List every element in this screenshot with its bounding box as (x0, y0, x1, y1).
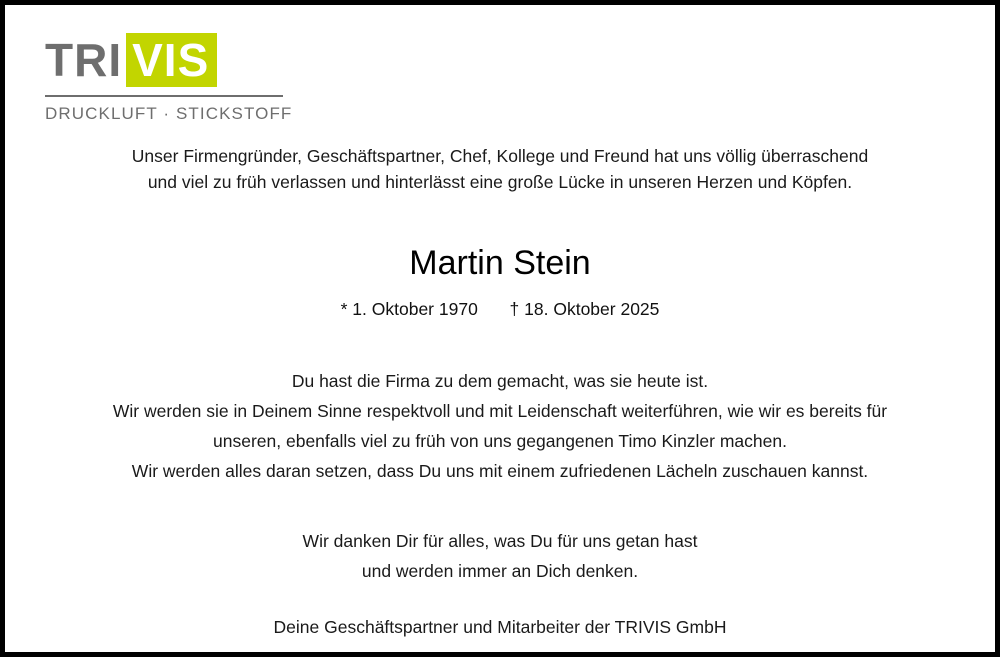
birth-symbol: * (340, 299, 348, 319)
intro-line: Unser Firmengründer, Geschäftspartner, Chef, Kollege und Freund hat uns völlig überraschend (131, 146, 869, 166)
logo-word-first: TRI (45, 34, 123, 86)
obituary-inner-frame (5, 5, 995, 652)
tribute-line: Wir werden sie in Deinem Sinne respektvoll und mit Leidenschaft weiterführen, wie wir es bereits für (112, 401, 888, 421)
logo-tagline: DRUCKLUFT · STICKSTOFF (45, 104, 293, 123)
intro-text (35, 143, 965, 195)
logo-divider (45, 95, 283, 97)
death-symbol: † (509, 299, 520, 319)
thanks-text (35, 526, 965, 586)
obituary-content (35, 143, 965, 640)
tribute-line: Wir werden alles daran setzen, dass Du uns mit einem zufriedenen Lächeln zuschauen kannst. (131, 461, 869, 481)
tribute-text (35, 366, 965, 486)
signature-text: Deine Geschäftspartner und Mitarbeiter der TRIVIS GmbH (273, 617, 727, 637)
life-dates (35, 299, 965, 320)
intro-line: und viel zu früh verlassen und hinterlässt eine große Lücke in unseren Herzen und Köpfen. (147, 172, 853, 192)
company-logo (45, 33, 305, 124)
thanks-line: und werden immer an Dich denken. (361, 561, 639, 581)
logo-wordmark (45, 33, 305, 87)
tribute-line: unseren, ebenfalls viel zu früh von uns gegangenen Timo Kinzler machen. (213, 431, 787, 451)
logo-word-second: VIS (126, 33, 217, 87)
tribute-line: Du hast die Firma zu dem gemacht, was sie heute ist. (291, 371, 709, 391)
deceased-name: Martin Stein (409, 244, 591, 282)
thanks-line: Wir danken Dir für alles, was Du für uns getan hast (302, 531, 698, 551)
death-date: 18. Oktober 2025 (524, 299, 660, 319)
birth-date: 1. Oktober 1970 (352, 299, 478, 319)
